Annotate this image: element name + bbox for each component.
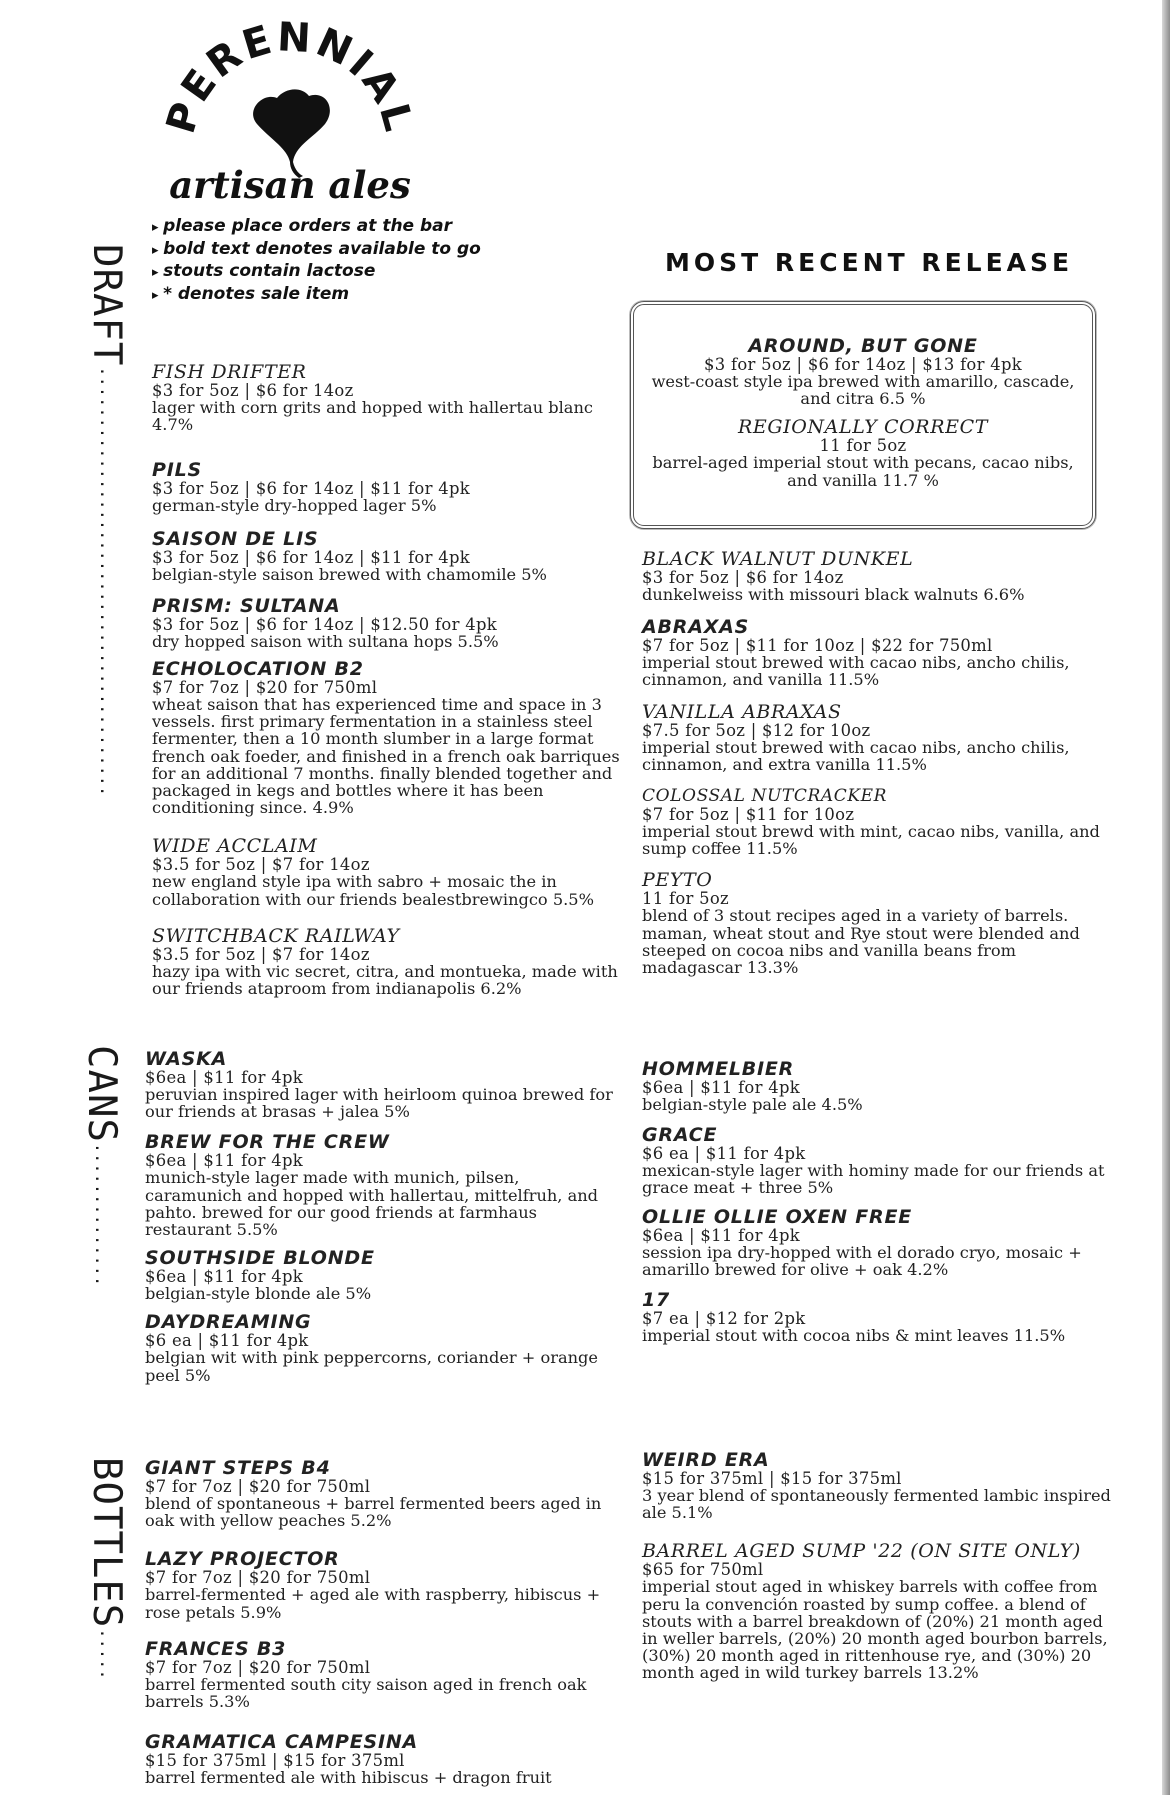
- beer-description: imperial stout brewed with cacao nibs, ancho chilis, cinnamon, and extra vanilla 11.5%: [642, 737, 1070, 774]
- beer-price: $6 ea | $11 for 4pk: [642, 1144, 806, 1164]
- beer-name: HOMMELBIER: [642, 1058, 795, 1080]
- beer-name: AROUND, BUT GONE: [748, 335, 978, 357]
- beer-description: barrel-aged imperial stout with pecans, cacao nibs, and vanilla 11.7 %: [652, 453, 1074, 490]
- section-label-dots: ..........................................: [96, 366, 116, 797]
- beer-name: LAZY PROJECTOR: [145, 1548, 340, 1571]
- section-label-cans: [79, 1045, 124, 1286]
- beer-description: imperial stout brewed with cacao nibs, ancho chilis, cinnamon, and vanilla 11.5%: [642, 653, 1070, 690]
- menu-item: [642, 1207, 1112, 1278]
- section-label-text: BOTTLES: [84, 1457, 129, 1629]
- menu-item: [152, 529, 622, 583]
- most-recent-box: [630, 301, 1096, 529]
- most-recent-heading: MOST RECENT RELEASE: [665, 248, 1074, 277]
- beer-price: 11 for 5oz: [642, 889, 729, 909]
- bottles-left-column: [145, 1458, 615, 1786]
- menu-item: [642, 417, 1084, 488]
- beer-name: BLACK WALNUT DUNKEL: [642, 548, 914, 570]
- beer-description: belgian-style pale ale 4.5%: [642, 1095, 863, 1114]
- beer-price: $3 for 5oz | $6 for 14oz | $12.50 for 4pk: [152, 614, 497, 634]
- beer-price: $15 for 375ml | $15 for 375ml: [145, 1751, 405, 1771]
- section-label-dots: .....: [96, 1628, 116, 1680]
- beer-name: DAYDREAMING: [145, 1311, 312, 1334]
- menu-item: [642, 617, 1112, 688]
- beer-name: BARREL AGED SUMP '22 (ON SITE ONLY): [642, 1540, 1081, 1563]
- beer-price: $3.5 for 5oz | $7 for 14oz: [152, 944, 370, 964]
- beer-price: $6 ea | $11 for 4pk: [145, 1331, 309, 1351]
- beer-name: GIANT STEPS B4: [145, 1457, 331, 1479]
- beer-description: barrel-fermented + aged ale with raspberry, hibiscus + rose petals 5.9%: [145, 1585, 601, 1622]
- beer-price: $6ea | $11 for 4pk: [145, 1151, 303, 1171]
- beer-name: 17: [642, 1289, 671, 1312]
- beer-price: $3 for 5oz | $6 for 14oz: [642, 568, 844, 587]
- logo-brand-name: ERENNIA: [172, 20, 410, 114]
- beer-name: GRAMATICA CAMPESINA: [145, 1731, 419, 1754]
- menu-item: [145, 1049, 615, 1120]
- beer-description: session ipa dry-hopped with el dorado cryo, mosaic + amarillo brewed for olive + oak 4.2%: [642, 1242, 1082, 1279]
- menu-item: [145, 1132, 615, 1238]
- note-item: ▸ stouts contain lactose: [152, 261, 481, 284]
- menu-item: [145, 1458, 615, 1529]
- beer-description: belgian-style blonde ale 5%: [145, 1284, 372, 1304]
- beer-price: $3.5 for 5oz | $7 for 14oz: [152, 855, 370, 875]
- beer-name: SWITCHBACK RAILWAY: [152, 924, 400, 947]
- note-item: ▸ bold text denotes available to go: [152, 239, 481, 262]
- section-label-bottles: [84, 1457, 129, 1680]
- menu-item: [642, 1125, 1112, 1196]
- beer-price: $7 for 7oz | $20 for 750ml: [145, 1477, 371, 1496]
- beer-price: $6ea | $11 for 4pk: [145, 1068, 303, 1087]
- menu-item: [152, 460, 622, 514]
- beer-description: belgian wit with pink peppercorns, coriander + orange peel 5%: [145, 1348, 598, 1385]
- beer-price: $7 ea | $12 for 2pk: [642, 1309, 806, 1329]
- beer-name: PEYTO: [642, 869, 713, 892]
- beer-price: $6ea | $11 for 4pk: [642, 1225, 800, 1245]
- section-label-draft: [84, 244, 129, 796]
- menu-item: [145, 1312, 615, 1383]
- menu-item: [152, 926, 622, 997]
- section-label-dots: ..............: [91, 1142, 111, 1287]
- beer-price: $7.5 for 5oz | $12 for 10oz: [642, 720, 871, 740]
- note-item: ▸ * denotes sale item: [152, 284, 481, 307]
- beer-name: COLOSSAL NUTCRACKER: [642, 786, 888, 807]
- menu-item: [152, 596, 622, 650]
- beer-name: FRANCES B3: [145, 1637, 287, 1660]
- draft-left-column: [152, 362, 622, 997]
- menu-item: [642, 549, 1112, 603]
- beer-name: SOUTHSIDE BLONDE: [145, 1247, 375, 1270]
- beer-description: german-style dry-hopped lager 5%: [152, 496, 437, 516]
- beer-price: $7 for 5oz | $11 for 10oz | $22 for 750ml: [642, 636, 993, 656]
- menu-item: [642, 1290, 1112, 1344]
- beer-name: BREW FOR THE CREW: [145, 1131, 390, 1154]
- logo-graphic: [165, 20, 415, 205]
- cans-right-column: [642, 1059, 1112, 1344]
- beer-description: dry hopped saison with sultana hops 5.5%: [152, 631, 499, 651]
- beer-description: lager with corn grits and hopped with hallertau blanc 4.7%: [152, 398, 593, 435]
- beer-name: PRISM: SULTANA: [152, 594, 341, 617]
- menu-item: [642, 786, 1112, 857]
- beer-description: dunkelweiss with missouri black walnuts 6.6%: [642, 585, 1025, 604]
- beer-description: blend of spontaneous + barrel fermented beers aged in oak with yellow peaches 5.2%: [145, 1494, 602, 1531]
- beer-name: FISH DRIFTER: [152, 361, 307, 383]
- logo-tagline: artisan ales: [169, 163, 411, 205]
- beer-description: peruvian inspired lager with heirloom quinoa brewed for our friends at brasas + jalea 5%: [145, 1085, 613, 1122]
- beer-description: imperial stout with cocoa nibs & mint leaves 11.5%: [642, 1326, 1066, 1346]
- bottles-right-column: [642, 1450, 1112, 1682]
- beer-price: $3 for 5oz | $6 for 14oz | $11 for 4pk: [152, 479, 470, 499]
- beer-name: VANILLA ABRAXAS: [642, 700, 842, 723]
- beer-name: ABRAXAS: [642, 616, 750, 639]
- menu-item: [642, 1059, 1112, 1113]
- beer-description: imperial stout brewd with mint, cacao nibs, vanilla, and sump coffee 11.5%: [642, 822, 1100, 859]
- beer-price: $3 for 5oz | $6 for 14oz | $13 for 4pk: [704, 355, 1022, 374]
- beer-description: munich-style lager made with munich, pilsen, caramunich and hopped with hallertau, mittelfruh, and pahto. brewed for our good friends at farmhaus restaurant 5.5%: [145, 1168, 599, 1240]
- menu-item: [642, 702, 1112, 773]
- beer-description: hazy ipa with vic secret, citra, and montueka, made with our friends ataproom from indianapolis 6.2%: [152, 961, 618, 999]
- beer-name: PILS: [152, 459, 202, 482]
- beer-name: ECHOLOCATION B2: [152, 658, 364, 681]
- draft-right-column: [642, 549, 1112, 976]
- beer-price: $6ea | $11 for 4pk: [642, 1078, 800, 1097]
- beer-description: imperial stout aged in whiskey barrels with coffee from peru la convención roasted by sump coffee. a blend of stouts with a barrel breakdown of (20%) 21 month aged in weller barrels, (20%) 20 month aged bourbon barrels,(30%) 20 month aged in rittenhouse rye, and (30%) 20 month aged in wild turkey barrels 13.2%: [642, 1577, 1108, 1683]
- beer-name: SAISON DE LIS: [152, 527, 319, 550]
- beer-price: $7 for 7oz | $20 for 750ml: [145, 1568, 371, 1588]
- beer-price: $15 for 375ml | $15 for 375ml: [642, 1469, 902, 1488]
- beer-description: wheat saison that has experienced time and space in 3 vessels. first primary fermentation in a stainless steel fermenter, then a 10 month slumber in a large format french oak foeder, and finished in a french oak barriques for an additional 7 months. finally blended together and packaged in kegs and bottles where it has been conditioning since. 4.9%: [152, 695, 620, 818]
- section-label-text: CANS: [79, 1045, 124, 1143]
- beer-description: barrel fermented south city saison aged in french oak barrels 5.3%: [145, 1674, 587, 1712]
- section-label-text: DRAFT: [84, 244, 129, 367]
- beer-price: $7 for 5oz | $11 for 10oz: [642, 805, 855, 825]
- page-edge-shadow: [1162, 0, 1170, 1795]
- menu-item: [145, 1549, 615, 1620]
- beer-description: belgian-style saison brewed with chamomile 5%: [152, 564, 547, 584]
- beer-price: 11 for 5oz: [819, 436, 907, 456]
- beer-price: $65 for 750ml: [642, 1560, 764, 1580]
- beer-description: mexican-style lager with hominy made for our friends at grace meat + three 5%: [642, 1161, 1105, 1198]
- beer-price: $6ea | $11 for 4pk: [145, 1267, 303, 1287]
- beer-name: REGIONALLY CORRECT: [738, 416, 988, 439]
- menu-item: [145, 1639, 615, 1710]
- beer-price: $3 for 5oz | $6 for 14oz | $11 for 4pk: [152, 547, 470, 567]
- beer-description: blend of 3 stout recipes aged in a variety of barrels. maman, wheat stout and Rye stout were blended and steeped on cocoa nibs and vanilla beans from madagascar 13.3%: [642, 906, 1080, 978]
- beer-description: new england style ipa with sabro + mosaic the in collaboration with our friends bealestbrewingco 5.5%: [152, 872, 594, 909]
- beer-price: $7 for 7oz | $20 for 750ml: [152, 678, 378, 698]
- menu-item: [152, 836, 622, 907]
- menu-item: [642, 336, 1084, 407]
- beer-name: GRACE: [642, 1124, 718, 1147]
- beer-name: WASKA: [145, 1048, 228, 1070]
- cans-left-column: [145, 1049, 615, 1384]
- menu-item: [145, 1732, 615, 1786]
- beer-description: west-coast style ipa brewed with amarillo, cascade, and citra 6.5 %: [651, 372, 1075, 409]
- beer-description: 3 year blend of spontaneously fermented lambic inspired ale 5.1%: [642, 1486, 1111, 1523]
- brand-logo: [165, 20, 415, 205]
- menu-item: [642, 1450, 1112, 1521]
- beer-description: barrel fermented ale with hibiscus + dragon fruit: [145, 1768, 552, 1788]
- house-notes: [152, 216, 481, 306]
- beer-price: $7 for 7oz | $20 for 750ml: [145, 1657, 371, 1677]
- beer-name: WIDE ACCLAIM: [152, 835, 318, 858]
- menu-item: [642, 870, 1112, 976]
- menu-item: [642, 1541, 1112, 1681]
- note-item: ▸ please place orders at the bar: [152, 216, 481, 239]
- menu-item: [152, 659, 622, 816]
- beer-name: WEIRD ERA: [642, 1449, 770, 1471]
- beer-name: OLLIE OLLIE OXEN FREE: [642, 1205, 913, 1228]
- menu-item: [145, 1248, 615, 1302]
- menu-item: [152, 362, 622, 433]
- beer-price: $3 for 5oz | $6 for 14oz: [152, 381, 354, 400]
